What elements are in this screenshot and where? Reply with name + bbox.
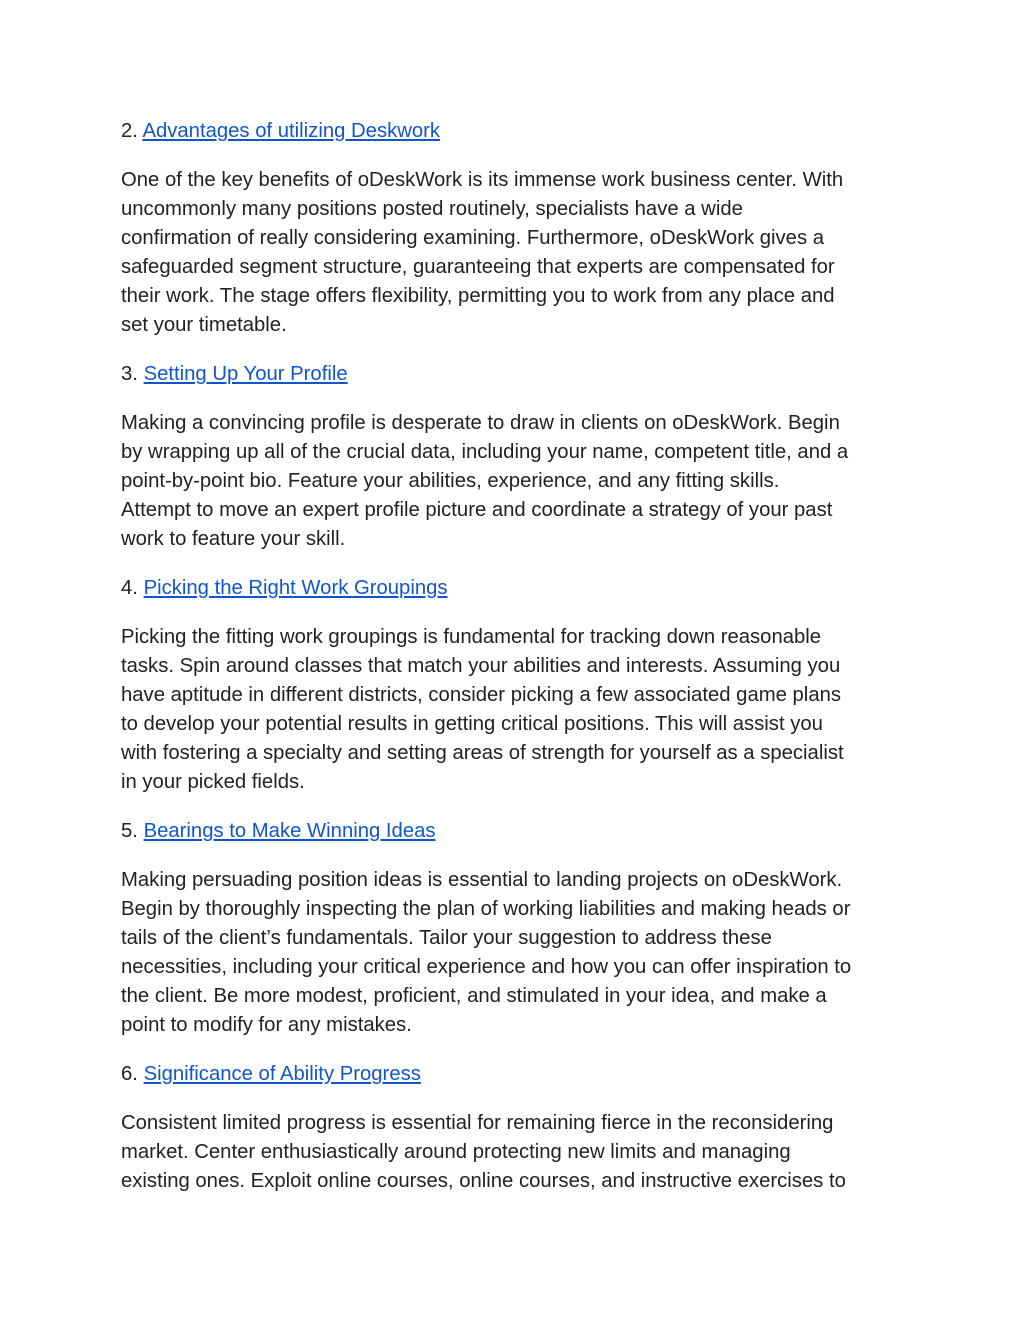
heading-link-ability-progress[interactable]: Significance of Ability Progress	[143, 1063, 421, 1085]
paragraph-line: market. Center enthusiastically around protecting new limits and managing	[121, 1141, 791, 1163]
paragraph-line: Attempt to move an expert profile picture and coordinate a strategy of your past	[121, 499, 833, 521]
heading-link-profile[interactable]: Setting Up Your Profile	[143, 363, 348, 385]
paragraph-line: uncommonly many positions posted routinely, specialists have a wide	[121, 198, 743, 220]
paragraph-line: their work. The stage offers flexibility, permitting you to work from any place and	[121, 285, 835, 307]
section-heading	[121, 360, 921, 389]
section-work-groupings	[121, 574, 921, 797]
section-number: 3.	[121, 363, 138, 385]
paragraph-line: necessities, including your critical experience and how you can offer inspiration to	[121, 956, 852, 978]
section-advantages	[121, 117, 921, 340]
heading-link-winning-ideas[interactable]: Bearings to Make Winning Ideas	[143, 820, 436, 842]
section-paragraph	[121, 623, 921, 797]
paragraph-line: work to feature your skill.	[121, 528, 346, 550]
paragraph-line: point to modify for any mistakes.	[121, 1014, 412, 1036]
paragraph-line: Making a convincing profile is desperate to draw in clients on oDeskWork. Begin	[121, 412, 840, 434]
paragraph-line: Begin by thoroughly inspecting the plan of working liabilities and making heads or	[121, 898, 851, 920]
section-number: 4.	[121, 577, 138, 599]
paragraph-line: set your timetable.	[121, 314, 287, 336]
section-heading	[121, 817, 921, 846]
paragraph-line: Consistent limited progress is essential for remaining fierce in the reconsidering	[121, 1112, 834, 1134]
paragraph-line: Making persuading position ideas is essential to landing projects on oDeskWork.	[121, 869, 843, 891]
section-ability-progress	[121, 1060, 921, 1196]
section-paragraph	[121, 866, 921, 1040]
paragraph-line: in your picked fields.	[121, 771, 305, 793]
paragraph-line: with fostering a specialty and setting areas of strength for yourself as a specialist	[121, 742, 844, 764]
section-profile	[121, 360, 921, 554]
section-paragraph	[121, 409, 921, 554]
section-winning-ideas	[121, 817, 921, 1040]
section-paragraph	[121, 1109, 921, 1196]
paragraph-line: Picking the fitting work groupings is fundamental for tracking down reasonable	[121, 626, 822, 648]
section-paragraph	[121, 166, 921, 340]
paragraph-line: have aptitude in different districts, consider picking a few associated game plans	[121, 684, 842, 706]
paragraph-line: by wrapping up all of the crucial data, including your name, competent title, and a	[121, 441, 849, 463]
section-number: 2.	[121, 120, 138, 142]
paragraph-line: existing ones. Exploit online courses, online courses, and instructive exercises to	[121, 1170, 846, 1192]
paragraph-line: the client. Be more modest, proficient, and stimulated in your idea, and make a	[121, 985, 827, 1007]
paragraph-line: tails of the client’s fundamentals. Tailor your suggestion to address these	[121, 927, 772, 949]
section-heading	[121, 117, 921, 146]
paragraph-line: One of the key benefits of oDeskWork is its immense work business center. With	[121, 169, 844, 191]
section-number: 5.	[121, 820, 138, 842]
section-number: 6.	[121, 1063, 138, 1085]
paragraph-line: tasks. Spin around classes that match your abilities and interests. Assuming you	[121, 655, 841, 677]
paragraph-line: to develop your potential results in getting critical positions. This will assist you	[121, 713, 823, 735]
paragraph-line: safeguarded segment structure, guaranteeing that experts are compensated for	[121, 256, 835, 278]
paragraph-line: confirmation of really considering examining. Furthermore, oDeskWork gives a	[121, 227, 825, 249]
section-heading	[121, 1060, 921, 1089]
section-heading	[121, 574, 921, 603]
document-page	[121, 117, 921, 1216]
paragraph-line: point-by-point bio. Feature your abilities, experience, and any fitting skills.	[121, 470, 780, 492]
heading-link-work-groupings[interactable]: Picking the Right Work Groupings	[143, 577, 448, 599]
heading-link-advantages[interactable]: Advantages of utilizing Deskwork	[142, 120, 441, 142]
